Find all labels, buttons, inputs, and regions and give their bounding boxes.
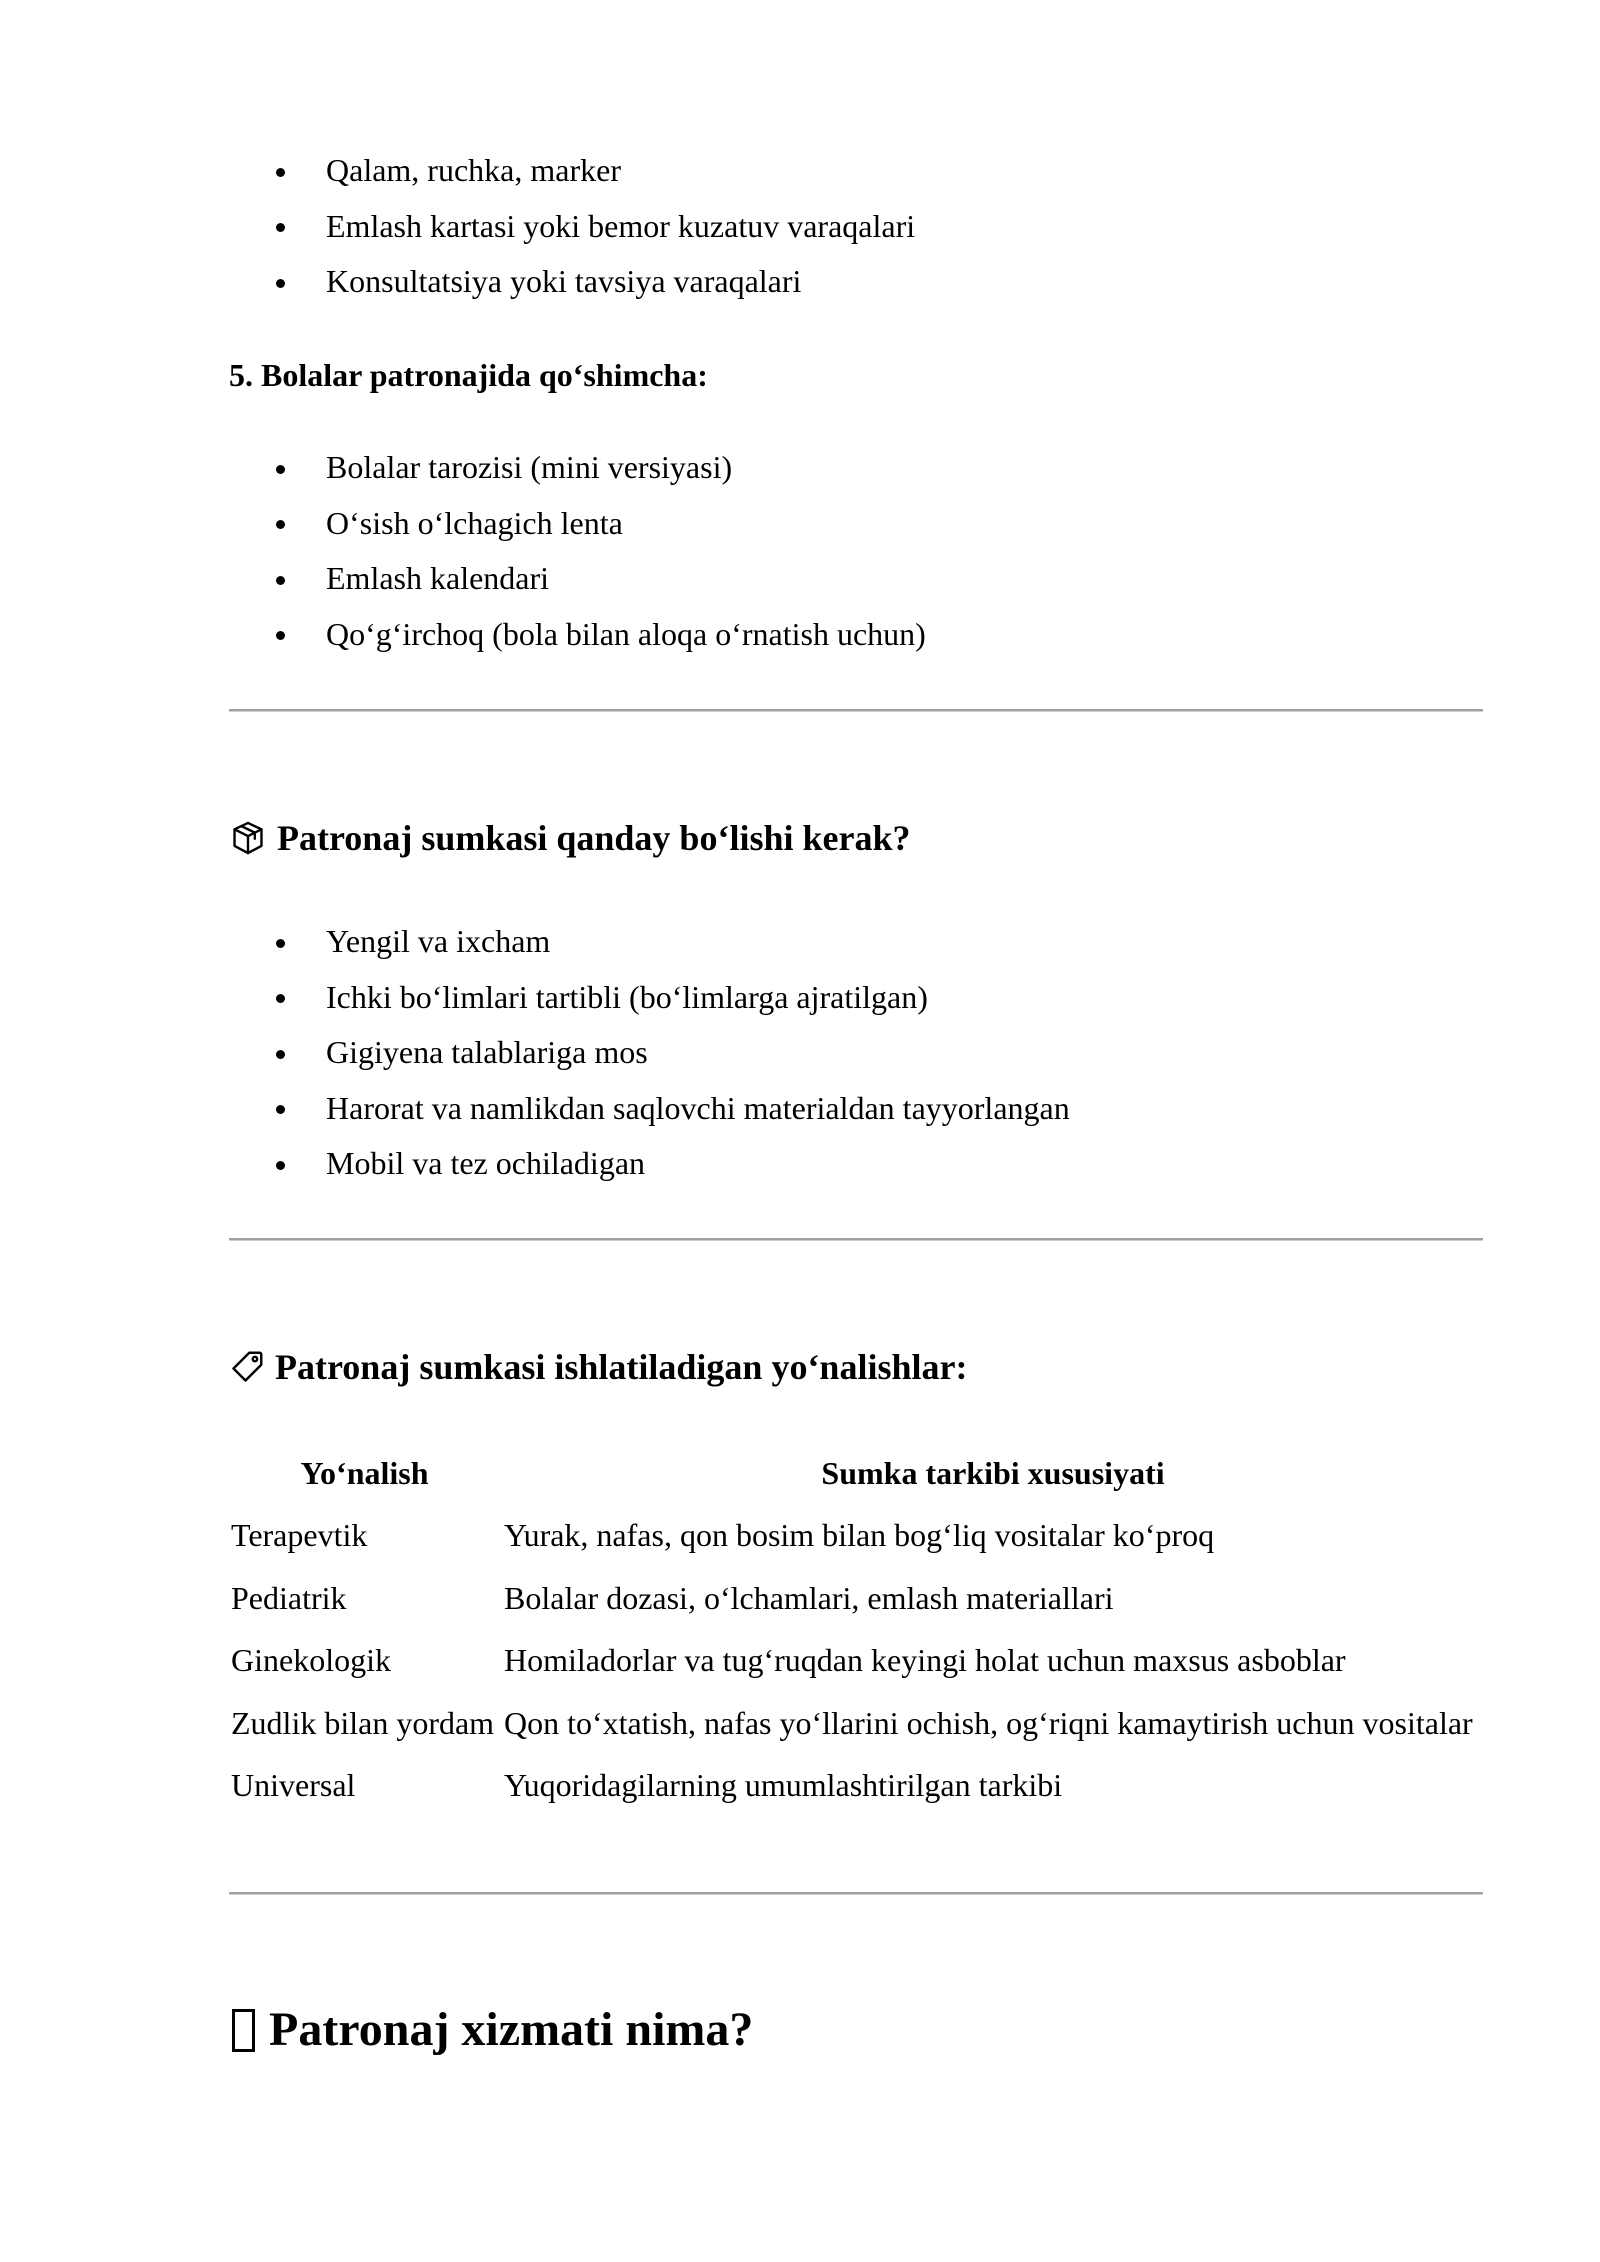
table-row — [229, 1505, 1486, 1568]
table-cell: Terapevtik — [231, 1517, 368, 1554]
heading-text: Patronaj sumkasi ishlatiladigan yo‘nalishlar: — [275, 1347, 968, 1387]
placeholder-box-icon — [232, 2009, 255, 2052]
list-item: Qo‘g‘irchoq (bola bilan aloqa o‘rnatish uchun) — [229, 607, 1483, 663]
supplies-list — [229, 143, 1483, 310]
usage-directions-table — [229, 1442, 1486, 1817]
list-item: Gigiyena talablariga mos — [229, 1025, 1483, 1081]
table-cell: Yurak, nafas, qon bosim bilan bog‘liq vositalar ko‘proq — [504, 1517, 1215, 1554]
column-header: Sumka tarkibi xususiyati — [821, 1454, 1165, 1491]
divider — [229, 1892, 1483, 1895]
package-icon — [229, 819, 267, 857]
list-item: Ichki bo‘limlari tartibli (bo‘limlarga ajratilgan) — [229, 970, 1483, 1026]
list-item: Yengil va ixcham — [229, 914, 1483, 970]
column-header: Yo‘nalish — [300, 1454, 429, 1491]
usage-directions-heading — [229, 1342, 967, 1392]
table-cell: Universal — [231, 1767, 356, 1804]
section-title — [229, 1998, 753, 2062]
divider — [229, 1238, 1483, 1241]
list-item: Bolalar tarozisi (mini versiyasi) — [229, 440, 1483, 496]
table-cell: Yuqoridagilarning umumlashtirilgan tarkibi — [504, 1767, 1063, 1804]
table-row — [229, 1755, 1486, 1818]
table-row — [229, 1692, 1486, 1755]
table-row — [229, 1567, 1486, 1630]
table-cell: Pediatrik — [231, 1579, 347, 1616]
bag-requirements-list — [229, 914, 1483, 1192]
table-cell: Ginekologik — [231, 1642, 391, 1679]
list-item: Emlash kartasi yoki bemor kuzatuv varaqalari — [229, 199, 1483, 255]
children-extras-list — [229, 440, 1483, 662]
table-cell: Bolalar dozasi, o‘lchamlari, emlash materiallari — [504, 1579, 1114, 1616]
list-item: Harorat va namlikdan saqlovchi materialdan tayyorlangan — [229, 1081, 1483, 1137]
table-cell: Homiladorlar va tug‘ruqdan keyingi holat uchun maxsus asboblar — [504, 1642, 1346, 1679]
section-heading: 5. Bolalar patronajida qo‘shimcha: — [229, 357, 708, 393]
list-item: Mobil va tez ochiladigan — [229, 1136, 1483, 1192]
divider — [229, 709, 1483, 712]
list-item: Qalam, ruchka, marker — [229, 143, 1483, 199]
table-cell: Zudlik bilan yordam — [231, 1704, 495, 1741]
table-row — [229, 1630, 1486, 1693]
tag-icon — [229, 1349, 265, 1385]
list-item: O‘sish o‘lchagich lenta — [229, 496, 1483, 552]
list-item: Emlash kalendari — [229, 551, 1483, 607]
heading-text: Patronaj xizmati nima? — [269, 2003, 754, 2056]
list-item: Konsultatsiya yoki tavsiya varaqalari — [229, 254, 1483, 310]
table-header-row — [229, 1442, 1486, 1505]
bag-requirements-heading — [229, 813, 910, 863]
heading-text: Patronaj sumkasi qanday bo‘lishi kerak? — [277, 818, 911, 858]
table-cell: Qon to‘xtatish, nafas yo‘llarini ochish, og‘riqni kamaytirish uchun vositalar — [504, 1704, 1473, 1741]
